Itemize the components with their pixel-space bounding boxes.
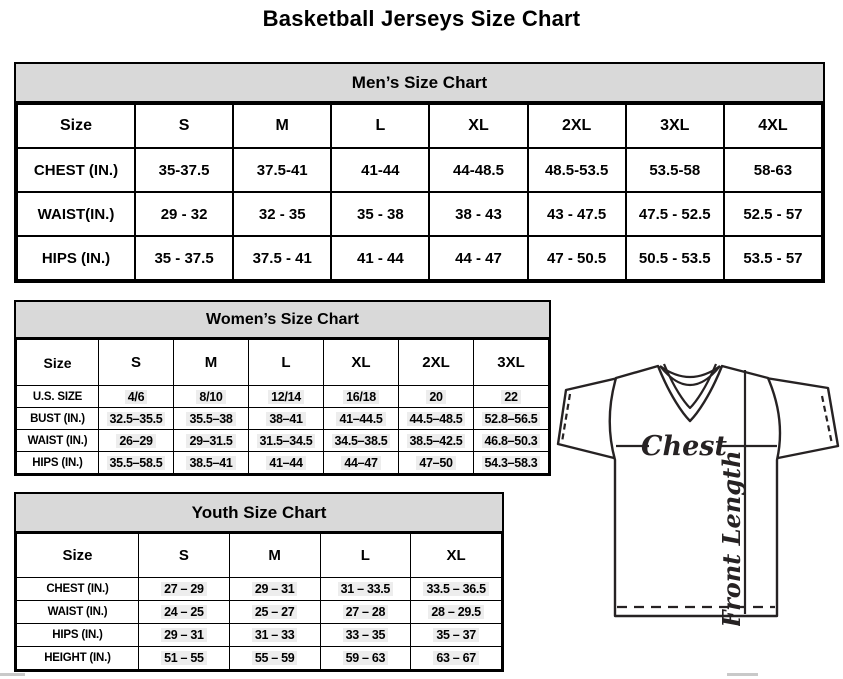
size-value-cell: [233, 236, 331, 280]
collar-arc-deep: [660, 366, 720, 385]
size-value: 35 – 37: [433, 628, 479, 642]
chest-label: Chest: [641, 431, 727, 462]
size-value: 50.5 - 53.5: [638, 249, 711, 267]
size-value-cell: [135, 192, 233, 236]
size-value: 29–31.5: [186, 434, 235, 448]
size-value-cell: [411, 578, 502, 601]
column-header: Size: [17, 340, 99, 386]
row-label: CHEST (IN.): [17, 578, 139, 601]
size-value: 25 – 27: [252, 605, 298, 619]
mens-size-chart: [14, 62, 825, 283]
h-scrollbar-fragment-right[interactable]: [727, 673, 758, 676]
size-value: 52.8–56.5: [482, 412, 541, 426]
size-value: 27 – 29: [161, 582, 207, 596]
jersey-outline-icon: [556, 358, 842, 626]
measurement-row: [17, 408, 549, 430]
size-value-cell: [429, 192, 527, 236]
size-value-cell: [324, 386, 399, 408]
size-value: 24 – 25: [161, 605, 207, 619]
size-value-cell: [724, 148, 822, 192]
size-value: 44–47: [341, 456, 380, 470]
size-value-cell: [229, 578, 320, 601]
size-value: 59 – 63: [343, 651, 389, 665]
size-value-cell: [474, 386, 549, 408]
row-label: BUST (IN.): [17, 408, 99, 430]
size-value: 37.5-41: [256, 161, 308, 179]
size-value-cell: [233, 148, 331, 192]
column-header: 3XL: [474, 340, 549, 386]
row-label: HIPS (IN.): [17, 236, 135, 280]
size-value: 44-48.5: [453, 161, 504, 179]
size-value-cell: [331, 236, 429, 280]
size-value-cell: [324, 452, 399, 474]
column-header: XL: [324, 340, 399, 386]
size-value: 29 – 31: [252, 582, 298, 596]
size-value-cell: [174, 430, 249, 452]
size-value: 47.5 - 52.5: [638, 205, 711, 223]
size-value-cell: [174, 408, 249, 430]
size-value-cell: [626, 148, 724, 192]
size-value: 27 – 28: [343, 605, 389, 619]
size-value-cell: [320, 601, 411, 624]
size-value-cell: [474, 430, 549, 452]
column-header: S: [135, 104, 233, 148]
size-value-cell: [139, 647, 230, 670]
size-value: 53.5 - 57: [743, 249, 803, 267]
size-value: 48.5-53.5: [544, 161, 609, 179]
size-value: 58-63: [753, 161, 793, 179]
size-value: 26–29: [116, 434, 155, 448]
size-value: 33.5 – 36.5: [423, 582, 488, 596]
measurement-row: [17, 452, 549, 474]
size-value-cell: [135, 148, 233, 192]
row-label: CHEST (IN.): [17, 148, 135, 192]
size-value: 44 - 47: [455, 249, 502, 267]
size-value: 28 – 29.5: [428, 605, 483, 619]
size-value-cell: [229, 601, 320, 624]
page-title: Basketball Jerseys Size Chart: [262, 6, 581, 31]
size-value-cell: [399, 452, 474, 474]
size-value: 35.5–38: [186, 412, 235, 426]
size-value: 33 – 35: [343, 628, 389, 642]
size-value-cell: [99, 430, 174, 452]
size-value: 35 - 37.5: [154, 249, 214, 267]
size-value-cell: [411, 624, 502, 647]
row-label: WAIST (IN.): [17, 601, 139, 624]
size-value: 35 - 38: [357, 205, 404, 223]
row-label: HIPS (IN.): [17, 452, 99, 474]
size-value-cell: [249, 386, 324, 408]
column-header: L: [249, 340, 324, 386]
youth-chart-title: Youth Size Chart: [16, 494, 502, 533]
size-value: 46.8–50.3: [482, 434, 541, 448]
size-value-cell: [474, 452, 549, 474]
size-value: 41 - 44: [357, 249, 404, 267]
size-value-cell: [139, 601, 230, 624]
size-value-cell: [229, 647, 320, 670]
size-value: 51 – 55: [161, 651, 207, 665]
size-value: 35.5–58.5: [107, 456, 166, 470]
measurement-row: [17, 386, 549, 408]
size-value: 32.5–35.5: [107, 412, 166, 426]
size-value-cell: [99, 386, 174, 408]
column-header: L: [331, 104, 429, 148]
size-value-cell: [399, 430, 474, 452]
size-value: 47–50: [416, 456, 455, 470]
size-value-cell: [174, 452, 249, 474]
column-header: XL: [411, 534, 502, 578]
size-value-cell: [249, 452, 324, 474]
size-value: 34.5–38.5: [332, 434, 391, 448]
size-value: 22: [501, 390, 520, 404]
size-value: 32 - 35: [258, 205, 306, 223]
youth-table: [16, 533, 502, 670]
column-header: M: [233, 104, 331, 148]
measurement-row: [17, 601, 502, 624]
size-header-row: [17, 340, 549, 386]
size-value: 52.5 - 57: [743, 205, 803, 223]
size-header-row: [17, 534, 502, 578]
size-value-cell: [411, 601, 502, 624]
size-value-cell: [320, 647, 411, 670]
size-value-cell: [320, 578, 411, 601]
mens-chart-title: Men’s Size Chart: [16, 64, 823, 103]
size-value-cell: [724, 192, 822, 236]
size-value-cell: [229, 624, 320, 647]
size-value-cell: [528, 192, 626, 236]
size-value: 20: [426, 390, 445, 404]
size-value-cell: [139, 578, 230, 601]
size-value: 37.5 - 41: [252, 249, 312, 267]
size-value: 38.5–42.5: [407, 434, 466, 448]
jersey-measurement-diagram: [556, 358, 842, 626]
size-value: 35-37.5: [158, 161, 210, 179]
column-header: Size: [17, 534, 139, 578]
h-scrollbar-fragment-left[interactable]: [0, 673, 25, 676]
measurement-row: [17, 624, 502, 647]
size-value-cell: [429, 148, 527, 192]
row-label: WAIST(IN.): [17, 192, 135, 236]
youth-size-chart: [14, 492, 504, 672]
size-value: 38 - 43: [455, 205, 502, 223]
size-value-cell: [626, 236, 724, 280]
size-value: 12/14: [268, 390, 304, 404]
womens-chart-title: Women’s Size Chart: [16, 302, 549, 339]
size-value: 4/6: [125, 390, 147, 404]
size-value-cell: [411, 647, 502, 670]
womens-table: [16, 339, 549, 474]
measurement-row: [17, 192, 822, 236]
column-header: S: [139, 534, 230, 578]
size-value-cell: [99, 408, 174, 430]
size-value-cell: [324, 430, 399, 452]
size-value: 8/10: [196, 390, 225, 404]
size-value-cell: [331, 192, 429, 236]
size-value-cell: [429, 236, 527, 280]
size-value-cell: [233, 192, 331, 236]
size-value: 29 - 32: [160, 205, 208, 223]
size-value-cell: [724, 236, 822, 280]
column-header: XL: [429, 104, 527, 148]
size-value-cell: [331, 148, 429, 192]
size-value: 63 – 67: [433, 651, 479, 665]
column-header: 3XL: [626, 104, 724, 148]
column-header: 2XL: [528, 104, 626, 148]
size-value: 41-44: [361, 161, 400, 179]
size-value-cell: [320, 624, 411, 647]
column-header: 2XL: [399, 340, 474, 386]
measurement-row: [17, 578, 502, 601]
size-value: 43 - 47.5: [547, 205, 607, 223]
size-value: 31 – 33.5: [338, 582, 393, 596]
size-value: 38–41: [266, 412, 305, 426]
column-header: 4XL: [724, 104, 822, 148]
size-value: 29 – 31: [161, 628, 207, 642]
size-value-cell: [99, 452, 174, 474]
size-header-row: [17, 104, 822, 148]
column-header: M: [229, 534, 320, 578]
size-value-cell: [249, 430, 324, 452]
size-value-cell: [135, 236, 233, 280]
size-value-cell: [474, 408, 549, 430]
size-value: 31 – 33: [252, 628, 298, 642]
row-label: WAIST (IN.): [17, 430, 99, 452]
size-value-cell: [528, 148, 626, 192]
measurement-row: [17, 430, 549, 452]
row-label: HEIGHT (IN.): [17, 647, 139, 670]
size-value-cell: [139, 624, 230, 647]
measurement-row: [17, 148, 822, 192]
row-label: HIPS (IN.): [17, 624, 139, 647]
size-value-cell: [324, 408, 399, 430]
size-value: 16/18: [343, 390, 379, 404]
front-length-label: Front Length: [717, 450, 746, 626]
size-value: 41–44.5: [336, 412, 385, 426]
size-value-cell: [528, 236, 626, 280]
size-value: 54.3–58.3: [482, 456, 541, 470]
size-value-cell: [399, 408, 474, 430]
size-value: 55 – 59: [252, 651, 298, 665]
row-label: U.S. SIZE: [17, 386, 99, 408]
measurement-row: [17, 236, 822, 280]
size-value-cell: [249, 408, 324, 430]
size-value-cell: [399, 386, 474, 408]
size-value-cell: [174, 386, 249, 408]
size-value-cell: [626, 192, 724, 236]
mens-table: [16, 103, 823, 281]
size-value: 44.5–48.5: [407, 412, 466, 426]
size-value: 41–44: [266, 456, 305, 470]
size-value: 38.5–41: [186, 456, 235, 470]
column-header: S: [99, 340, 174, 386]
size-value: 53.5-58: [649, 161, 701, 179]
womens-size-chart: [14, 300, 551, 476]
size-value: 31.5–34.5: [257, 434, 316, 448]
column-header: L: [320, 534, 411, 578]
size-value: 47 - 50.5: [547, 249, 607, 267]
column-header: Size: [17, 104, 135, 148]
measurement-row: [17, 647, 502, 670]
column-header: M: [174, 340, 249, 386]
